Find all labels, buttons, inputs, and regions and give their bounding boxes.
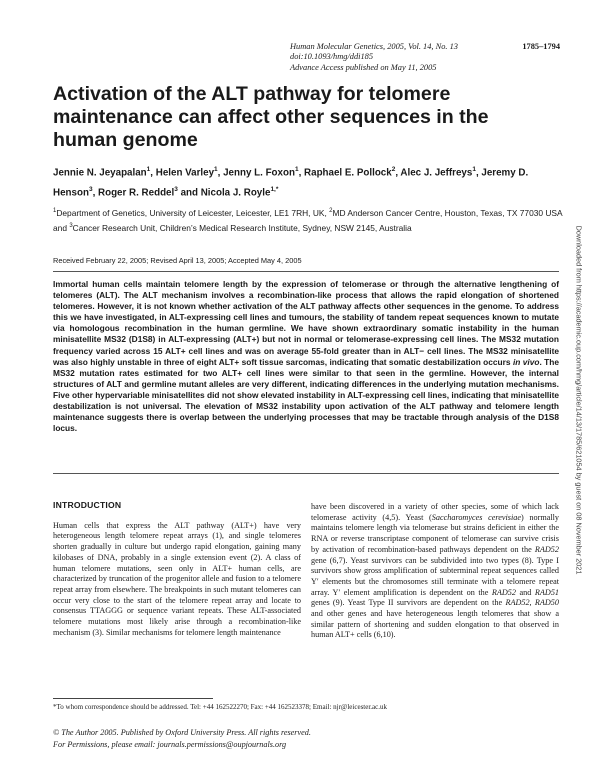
intro-paragraph-right — [311, 502, 559, 641]
running-header — [290, 42, 560, 73]
abstract-bottom-rule — [53, 473, 559, 474]
correspondence-footnote: *To whom correspondence should be addressed. Tel: +44 162522270; Fax: +44 162523378; Email: njr@leicester.ac.uk — [53, 703, 388, 711]
journal-citation: Human Molecular Genetics, 2005, Vol. 14, No. 13 — [290, 42, 458, 51]
author-separator: , — [217, 167, 224, 179]
affiliation-marker: 2 — [329, 208, 333, 214]
affiliation-text: Department of Genetics, University of Leicester, Leicester, LE1 7RH, UK, — [56, 207, 330, 218]
section-heading-introduction: INTRODUCTION — [53, 500, 122, 510]
footnote-rule — [53, 698, 213, 699]
abstract-italic: in vivo — [512, 356, 540, 367]
author-separator: , — [150, 167, 156, 179]
italic-term: RAD52, RAD50 — [505, 598, 559, 608]
text-run: have been discovered in a variety of other species, some of which lack telomerase activity (4,5). Yeast ( — [311, 502, 559, 522]
abstract-text-2: . The MS32 mutation rates estimated for two ALT+ cell lines were similar to that seen in the germline. However, the internal structures of ALT and germline mutant alleles are very different, indicating differences in the underlying mutation mechanisms. Five other hypervariable minisatellites did not show elevated instability in ALT-expressing cell lines, indicating that minisatellite destabilization is not universal. The elevation of MS32 instability upon activation of the ALT pathway and telomere length maintenance suggests there is overlap between the underlying processes that may be tractable through analysis of the D1S8 locus. — [53, 356, 559, 434]
author-separator: , — [475, 167, 482, 179]
author-separator: and — [177, 187, 201, 199]
affiliation-text: Cancer Research Unit, Children’s Medical Research Institute, Sydney, NSW 2145, Australia — [72, 222, 412, 233]
author-separator: , — [298, 167, 305, 179]
author-list — [53, 162, 573, 202]
italic-term: RAD52 — [491, 587, 516, 597]
article-title: Activation of the ALT pathway for telomere maintenance can affect other sequences in the human genome — [53, 83, 489, 151]
author-affiliation-marker: 1 — [294, 166, 299, 173]
affiliation-marker: 3 — [69, 222, 73, 229]
affiliation-text: MD Anderson Cancer Centre, Houston, Texas, TX 77030 USA and — [53, 207, 563, 233]
author-name: Helen Varley — [155, 167, 215, 179]
abstract-text-1: Immortal human cells maintain telomere length by the expression of telomerase or through the alternative lengthening of telomeres (ALT). The ALT mechanism involves a recombination-like process that allows the rapid elongation of shortened telomeres. However, it is not known whether activation of the ALT pathway affects other sequences in the genome. To address this we have investigated, in ALT-expressing cell lines and tumours, the stability of tandem repeat sequences known to mutate via homologous recombination in the human germline. We have shown extraordinary somatic instability in the human minisatellite MS32 (D1S8) in ALT-expressing (ALT+) but not in normal or telomerase-expressing cell lines. The MS32 mutation frequency varied across 15 ALT+ cell lines and was on average 55-fold greater than in ALT− cell lines. The MS32 minisatellite was also highly unstable in three of eight ALT+ soft tissue sarcomas, indicating that somatic destabilization occurs — [53, 279, 559, 367]
author-name: Nicola J. Royle — [200, 187, 271, 199]
copyright-notice: © The Author 2005. Published by Oxford University Press. All rights reserved. — [53, 728, 311, 737]
permissions-notice: For Permissions, please email: journals.permissions@oupjournals.org — [53, 740, 287, 749]
intro-left-column — [53, 500, 301, 638]
received-dates: Received February 22, 2005; Revised April 13, 2005; Accepted May 4, 2005 — [53, 256, 302, 265]
text-run: gene (6,7). Yeast survivors can be subdivided into two types (8). Type I survivors show gross amplification of subterminal repeat sequences called Y′ elements but the chromosomes still terminate with a telomere repeat array. Y′ element amplification is dependent on the — [311, 555, 559, 597]
author-affiliation-marker: 3 — [88, 185, 93, 193]
intro-paragraph-left: Human cells that express the ALT pathway (ALT+) have very heterogeneous length telomere repeat arrays (1), and single telomeres shorten gradually in culture but undergo rapid elongation, gaining many kilobases of DNA, probably in a single extension event (2). A class of human telomere mutations, seen only in ALT+ human cells, are characterized by truncation of the progenitor allele and fusion to a telomere repeat array from elsewhere. The breakpoints in such mutant telomeres can occur very close to the start of the telomere repeat array and locate to consensus TTAGGG or sequence variant repeats. These ALT-associated telomere mutations most likely arise through a recombination-like mechanism (3). Similar mechanisms for telomere length maintenance — [53, 520, 301, 637]
text-run: genes (9). Yeast Type II survivors are dependent on the — [311, 598, 506, 608]
abstract — [53, 279, 559, 434]
page-range: 1785–1794 — [522, 42, 560, 51]
abstract-top-rule — [53, 271, 559, 272]
advance-access-note: Advance Access published on May 11, 2005 — [290, 62, 437, 72]
author-separator: , — [92, 187, 99, 199]
text-run: ) normally maintains telomere length via telomerase but strains deficient in either the RNA or reverse transcriptase component of telomerase can survive crisis by activation of recombination-based pathways dependent on the — [311, 512, 559, 554]
intro-right-column — [311, 502, 559, 641]
author-affiliation-marker: 2 — [391, 166, 396, 173]
author-affiliation-marker: 1 — [214, 166, 218, 173]
download-watermark-text: Downloaded from https://academic.oup.com/hmg/article/14/13/1785/621054 by guest on 08 November 2021 — [574, 225, 584, 575]
author-name: Jeremy D. Henson — [53, 167, 529, 199]
author-affiliation-marker: 1 — [472, 166, 476, 173]
author-name: Jenny L. Foxon — [223, 167, 295, 179]
copyright-block — [53, 727, 553, 751]
download-watermark — [573, 190, 585, 610]
italic-term: RAD51 — [534, 587, 560, 597]
author-name: Jennie N. Jeyapalan — [53, 167, 147, 179]
author-name: Raphael E. Pollock — [304, 167, 392, 179]
author-affiliation-marker: 1,* — [270, 185, 279, 193]
author-name: Roger R. Reddel — [98, 187, 175, 199]
text-run: and — [516, 587, 535, 597]
author-name: Alec J. Jeffreys — [400, 167, 473, 179]
italic-term: Saccharomyces cerevisiae — [431, 512, 521, 522]
affiliations — [53, 205, 563, 235]
author-separator: , — [395, 167, 401, 179]
affiliation-marker: 1 — [53, 208, 57, 214]
author-affiliation-marker: 1 — [146, 166, 151, 173]
doi-link[interactable]: doi:10.1093/hmg/ddi185 — [290, 52, 374, 62]
italic-term: RAD52 — [534, 544, 559, 554]
author-affiliation-marker: 3 — [174, 185, 178, 193]
text-run: and other genes and have heterogeneous length telomeres that show a similar pattern of shortening and sudden elongation to that observed in human ALT+ cells (6,10). — [311, 609, 559, 640]
